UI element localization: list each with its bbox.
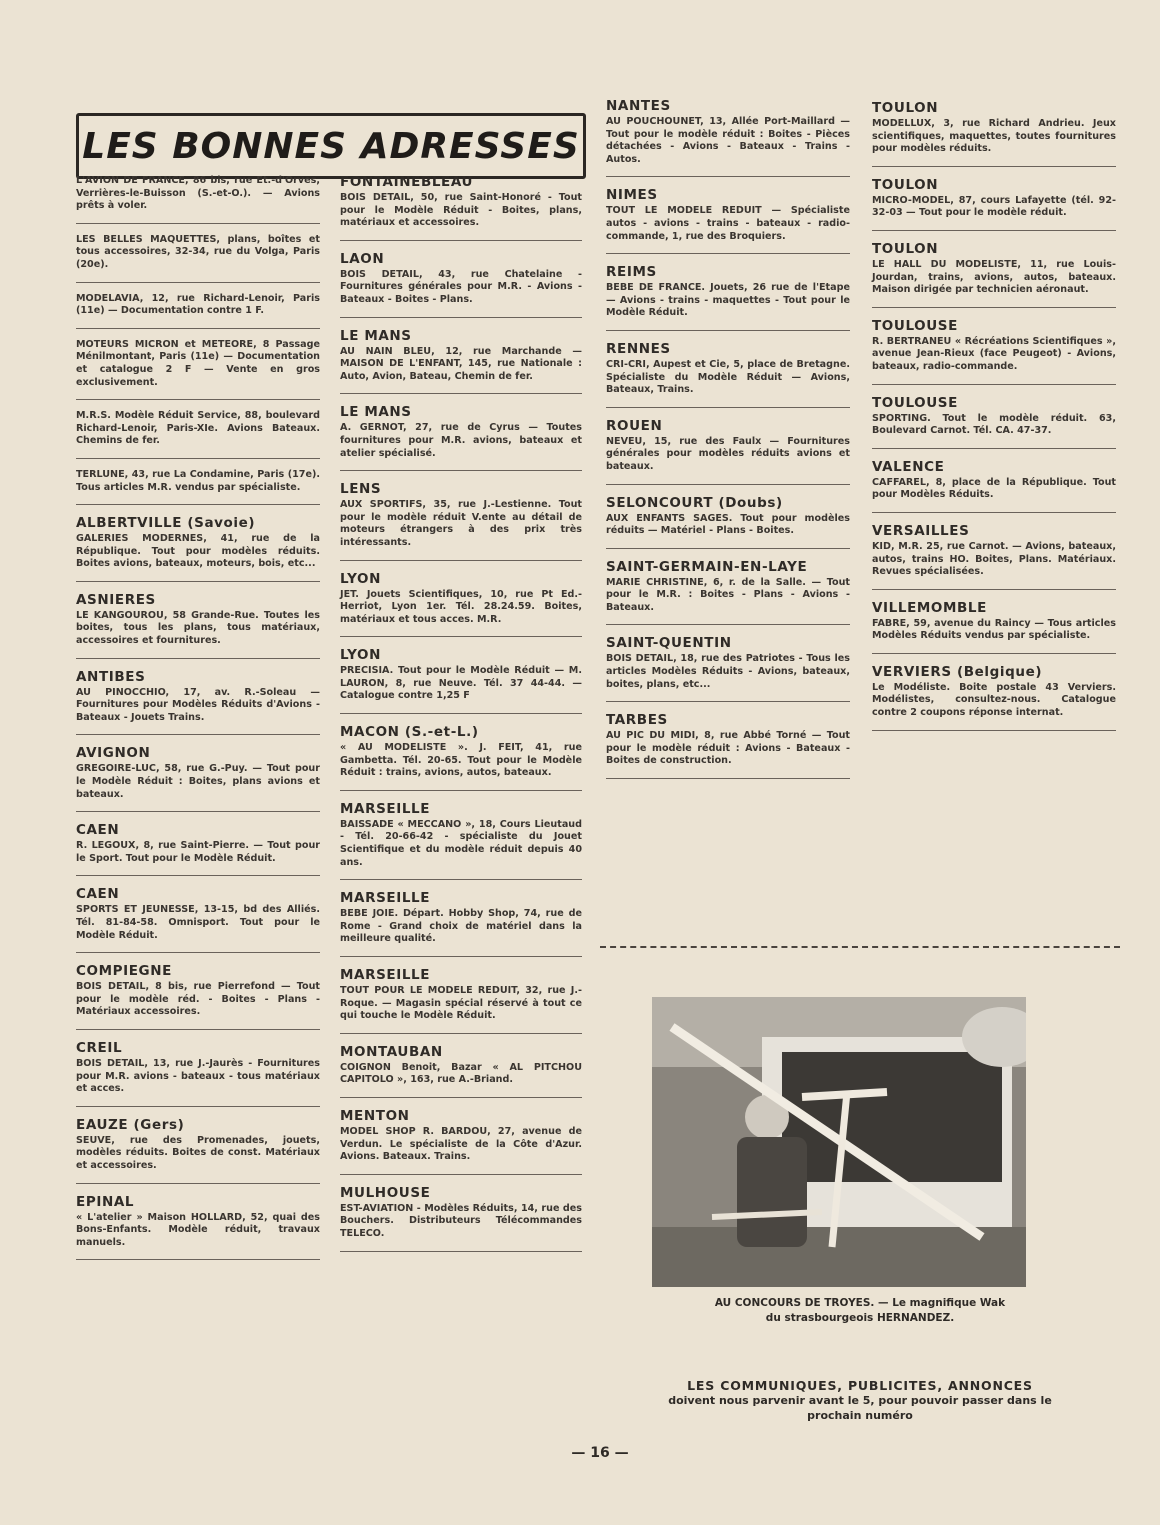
address-entry [76,745,320,812]
entry-city: SAINT-GERMAIN-EN-LAYE [606,558,808,575]
entry-city: LAON [340,250,385,267]
entry-city: TOULON [872,176,939,193]
entry-city: SAINT-QUENTIN [606,635,732,652]
entry-text: MOTEURS MICRON et METEORE, 8 Passage Ménilmontant, Paris (11e) — Documentation et catalogue 2 F — Vente en gros exclusivement. [76,338,320,388]
entry-city: LENS [340,481,382,498]
entry-city: MARSEILLE [340,890,431,907]
entry-text: FABRE, 59, avenue du Raincy — Tous articles Modèles Réduits vendus par spécialiste. [872,617,1116,642]
entry-city: VERSAILLES [872,522,970,539]
entry-city: LYON [340,647,381,664]
entry-text: MICRO-MODEL, 87, cours Lafayette (tél. 92-32-03 — Tout pour le modèle réduit. [872,194,1116,219]
entry-city: LE MANS [340,327,412,344]
entry-text: LE HALL DU MODELISTE, 11, rue Louis-Jourdan, trains, avions, autos, bateaux. Maison dirigée par technicien aéronaut. [872,258,1116,296]
address-entry [340,174,582,241]
entry-text: R. LEGOUX, 8, rue Saint-Pierre. — Tout pour le Sport. Tout pour le Modèle Réduit. [76,840,320,864]
entry-text: SPORTS ET JEUNESSE, 13-15, bd des Alliés. Tél. 81-84-58. Omnisport. Tout pour le Modèle Réduit. [76,904,320,941]
notice-line-3: prochain numéro [807,1409,913,1422]
entry-city: MARSEILLE [340,800,431,817]
entry-city: LE MANS [340,404,412,421]
entry-city: SELONCOURT (Doubs) [606,494,783,511]
entry-text: TOUT LE MODELE REDUIT — Spécialiste autos - avions - trains - bateaux - radio-commande, 1, rue des Broquiers. [606,205,850,242]
entry-city: MULHOUSE [340,1184,431,1201]
entry-text: CRI-CRI, Aupest et Cie, 5, place de Bretagne. Spécialiste du Modèle Réduit — Avions, Bateaux, Trains. [606,358,850,396]
entry-text: Le Modéliste. Boite postale 43 Verviers. Modélistes, consultez-nous. Catalogue contre 2 coupons réponse internat. [872,681,1116,719]
address-entry [76,293,320,329]
photo-caption [600,1296,1120,1326]
entry-text: R. BERTRANEU « Récréations Scientifiques », avenue Jean-Rieux (face Peugeot) - Avions, bateaux, radio-commande. [872,335,1116,372]
address-entry [606,264,850,331]
entry-city: CAEN [76,886,120,903]
address-entry [340,328,582,395]
entry-text: AUX ENFANTS SAGES. Tout pour modèles réduits — Matériel - Plans - Boites. [606,512,850,537]
column-2 [340,172,582,1262]
address-entry [76,1040,320,1107]
address-entry [872,459,1116,513]
entry-text: GREGOIRE-LUC, 58, rue G.-Puy. — Tout pour le Modèle Réduit : Boites, plans avions et bateaux. [76,763,320,800]
address-entry [340,481,582,560]
entry-text: MODELLUX, 3, rue Richard Andrieu. Jeux scientifiques, maquettes, toutes fournitures pour modèles réduits. [872,118,1116,155]
address-entry [76,410,320,459]
page-title: LES BONNES ADRESSES [82,125,580,167]
entry-text: LES BELLES MAQUETTES, plans, boîtes et tous accessoires, 32-34, rue du Volga, Paris (20e). [76,233,320,270]
entry-city: COMPIEGNE [76,963,172,980]
entry-text: PRECISIA. Tout pour le Modèle Réduit — M. LAURON, 8, rue Neuve. Tél. 37 44-44. — Catalogue contre 1,25 F [340,665,582,702]
entry-text: BOIS DETAIL, 50, rue Saint-Honoré - Tout pour le Modèle Réduit - Boites, plans, matériaux et accessoires. [340,192,582,229]
address-entry [340,890,582,957]
entry-city: FONTAINEBLEAU [340,174,474,190]
address-entry [606,187,850,254]
photo-illustration [652,997,1026,1287]
entry-text: MODELAVIA, 12, rue Richard-Lenoir, Paris (11e) — Documentation contre 1 F. [76,292,320,317]
entry-text: AU NAIN BLEU, 12, rue Marchande — MAISON DE L'ENFANT, 145, rue Nationale : Auto, Avion, Bateau, Chemin de fer. [340,345,582,382]
address-entry [76,175,320,224]
entry-text: LE KANGOUROU, 58 Grande-Rue. Toutes les boites, tous les plans, tous matériaux, accessoires et fournitures. [76,609,320,647]
entry-text: AU PIC DU MIDI, 8, rue Abbé Torné — Tout pour le modèle réduit : Avions - Bateaux - Boites de construction. [606,730,850,767]
entry-text: COIGNON Benoit, Bazar « AL PITCHOU CAPITOLO », 163, rue A.-Briand. [340,1061,582,1086]
entry-text: KID, M.R. 25, rue Carnot. — Avions, bateaux, autos, trains HO. Boites, Plans. Matériaux. Revues spécialisées. [872,540,1116,578]
entry-city: MACON (S.-et-L.) [340,724,479,741]
address-entry [76,963,320,1030]
entry-city: CAEN [76,822,120,839]
notice-line-2: doivent nous parvenir avant le 5, pour pouvoir passer dans le [668,1394,1052,1407]
entry-text: TOUT POUR LE MODELE REDUIT, 32, rue J.-Roque. — Magasin spécial réservé à tout ce qui touche le Modèle Réduit. [340,985,582,1022]
column-1 [76,175,320,1270]
caption-line-1: AU CONCOURS DE TROYES. — Le magnifique Wak [714,1297,1006,1309]
column-4 [872,98,1116,741]
entry-text: L'AVION DE FRANCE, 86 bis, rue Et.-d'Orves, Verrières-le-Buisson (S.-et-O.). — Avions prêts à voler. [76,175,320,212]
entry-text: SPORTING. Tout le modèle réduit. 63, Boulevard Carnot. Tél. CA. 47-37. [872,412,1116,437]
address-entry [872,100,1116,167]
entry-city: VILLEMOMBLE [872,599,987,616]
entry-city: TOULOUSE [872,394,958,411]
address-entry [872,177,1116,231]
entry-city: ASNIERES [76,591,156,608]
entry-text: SEUVE, rue des Promenades, jouets, modèles réduits. Boites de const. Matériaux et accessoires. [76,1134,320,1171]
address-entry [340,251,582,318]
entry-text: BOIS DETAIL, 18, rue des Patriotes - Tous les articles Modèles Réduits - Avions, bateaux, boites, plans, etc... [606,653,850,690]
address-entry [76,515,320,582]
address-entry [872,523,1116,590]
address-entry [76,669,320,736]
entry-text: AU POUCHOUNET, 13, Allée Port-Maillard — Tout pour le modèle réduit : Boites - Pièces détachées - Avions - Bateaux - Trains - Autos. [606,116,850,165]
entry-city: NANTES [606,98,671,114]
address-entry [76,822,320,876]
address-entry [872,241,1116,308]
entry-text: JET. Jouets Scientifiques, 10, rue Pt Ed.-Herriot, Lyon 1er. Tél. 28.24.59. Boites, matériaux et tous acces. M.R. [340,588,582,625]
address-entry [606,635,850,702]
entry-city: TARBES [606,712,668,729]
entry-text: NEVEU, 15, rue des Faulx — Fournitures générales pour modèles réduits avions et bateaux. [606,435,850,472]
photo-model-airplane [652,997,1026,1287]
address-entry [340,1108,582,1175]
address-entry [606,98,850,177]
address-entry [606,712,850,779]
entry-text: GALERIES MODERNES, 41, rue de la République. Tout pour modèles réduits. Boites avions, bateaux, moteurs, bois, etc... [76,533,320,570]
address-entry [872,395,1116,449]
section-separator [600,946,1120,948]
entry-city: MENTON [340,1107,410,1124]
column-3 [606,96,850,789]
address-entry [76,886,320,953]
entry-city: ROUEN [606,417,663,434]
address-entry [340,404,582,471]
entry-city: LYON [340,570,381,587]
caption-line-2: du strasbourgeois HERNANDEZ. [765,1312,955,1324]
address-entry [76,592,320,659]
address-entry [872,664,1116,731]
notice-line-1: LES COMMUNIQUES, PUBLICITES, ANNONCES [687,1378,1033,1393]
submission-notice [640,1378,1080,1423]
entry-text: BEBE DE FRANCE. Jouets, 26 rue de l'Etape — Avions - trains - maquettes - Tout pour le Modèle Réduit. [606,282,850,319]
page-number: — 16 — [571,1445,629,1461]
address-entry [76,1117,320,1184]
entry-text: BAISSADE « MECCANO », 18, Cours Lieutaud - Tél. 20-66-42 - spécialiste du Jouet Scientifique et du modèle réduit depuis 40 ans. [340,818,582,868]
entry-city: TOULOUSE [872,317,958,334]
entry-text: TERLUNE, 43, rue La Condamine, Paris (17e). Tous articles M.R. vendus par spécialiste. [76,468,320,493]
entry-text: « AU MODELISTE ». J. FEIT, 41, rue Gambetta. Tél. 20-65. Tout pour le Modèle Réduit : trains, avions, autos, bateaux. [340,742,582,779]
address-entry [76,234,320,283]
address-entry [76,1194,320,1261]
address-entry [340,724,582,791]
entry-text: EST-AVIATION - Modèles Réduits, 14, rue des Bouchers. Distributeurs Télécommandes TELECO. [340,1202,582,1239]
entry-city: ALBERTVILLE (Savoie) [76,515,256,532]
entry-city: TOULON [872,100,939,116]
entry-city: ANTIBES [76,668,146,685]
address-entry [76,339,320,400]
entry-city: EPINAL [76,1193,135,1210]
address-entry [606,559,850,626]
address-entry [340,801,582,880]
entry-text: M.R.S. Modèle Réduit Service, 88, boulevard Richard-Lenoir, Paris-XIe. Avions Bateaux. Chemins de fer. [76,410,320,447]
address-entry [606,341,850,408]
entry-text: A. GERNOT, 27, rue de Cyrus — Toutes fournitures pour M.R. avions, bateaux et atelier spécialisé. [340,422,582,459]
entry-city: EAUZE (Gers) [76,1116,185,1133]
address-entry [872,600,1116,654]
entry-city: RENNES [606,340,671,357]
entry-text: BOIS DETAIL, 43, rue Chatelaine - Fournitures générales pour M.R. - Avions - Bateaux - Boites - Plans. [340,268,582,305]
entry-city: CREIL [76,1039,123,1056]
address-entry [76,469,320,505]
entry-city: VALENCE [872,458,945,475]
entry-text: AUX SPORTIFS, 35, rue J.-Lestienne. Tout pour le modèle réduit V.ente au détail de moteurs étrangers à des prix très intéressants. [340,499,582,548]
entry-text: AU PINOCCHIO, 17, av. R.-Soleau — Fournitures pour Modèles Réduits d'Avions - Bateaux - Jouets Trains. [76,686,320,723]
address-entry [340,1185,582,1252]
entry-text: MODEL SHOP R. BARDOU, 27, avenue de Verdun. Le spécialiste de la Côte d'Azur. Avions. Bateaux. Trains. [340,1125,582,1163]
entry-text: BOIS DETAIL, 8 bis, rue Pierrefond — Tout pour le modèle réd. - Boites - Plans - Matériaux accessoires. [76,981,320,1018]
entry-city: REIMS [606,264,657,281]
entry-city: VERVIERS (Belgique) [872,663,1043,680]
entry-text: CAFFAREL, 8, place de la République. Tout pour Modèles Réduits. [872,476,1116,501]
address-entry [606,495,850,549]
address-entry [340,967,582,1034]
address-entry [872,318,1116,385]
entry-text: MARIE CHRISTINE, 6, r. de la Salle. — Tout pour le M.R. : Boites - Plans - Avions - Bateaux. [606,576,850,613]
entry-text: BEBE JOIE. Départ. Hobby Shop, 74, rue de Rome - Grand choix de matériel dans la meilleure qualité. [340,908,582,945]
entry-text: « L'atelier » Maison HOLLARD, 52, quai des Bons-Enfants. Modèle réduit, travaux manuels. [76,1211,320,1248]
page-title-box [76,113,586,179]
address-entry [340,1044,582,1098]
address-entry [340,571,582,638]
entry-city: AVIGNON [76,745,151,762]
entry-city: MARSEILLE [340,967,431,983]
entry-city: NIMES [606,187,658,204]
entry-text: BOIS DETAIL, 13, rue J.-Jaurès - Fournitures pour M.R. avions - bateaux - tous matériaux et acces. [76,1057,320,1095]
entry-city: MONTAUBAN [340,1043,443,1060]
address-entry [340,647,582,714]
address-entry [606,418,850,485]
entry-city: TOULON [872,240,939,257]
